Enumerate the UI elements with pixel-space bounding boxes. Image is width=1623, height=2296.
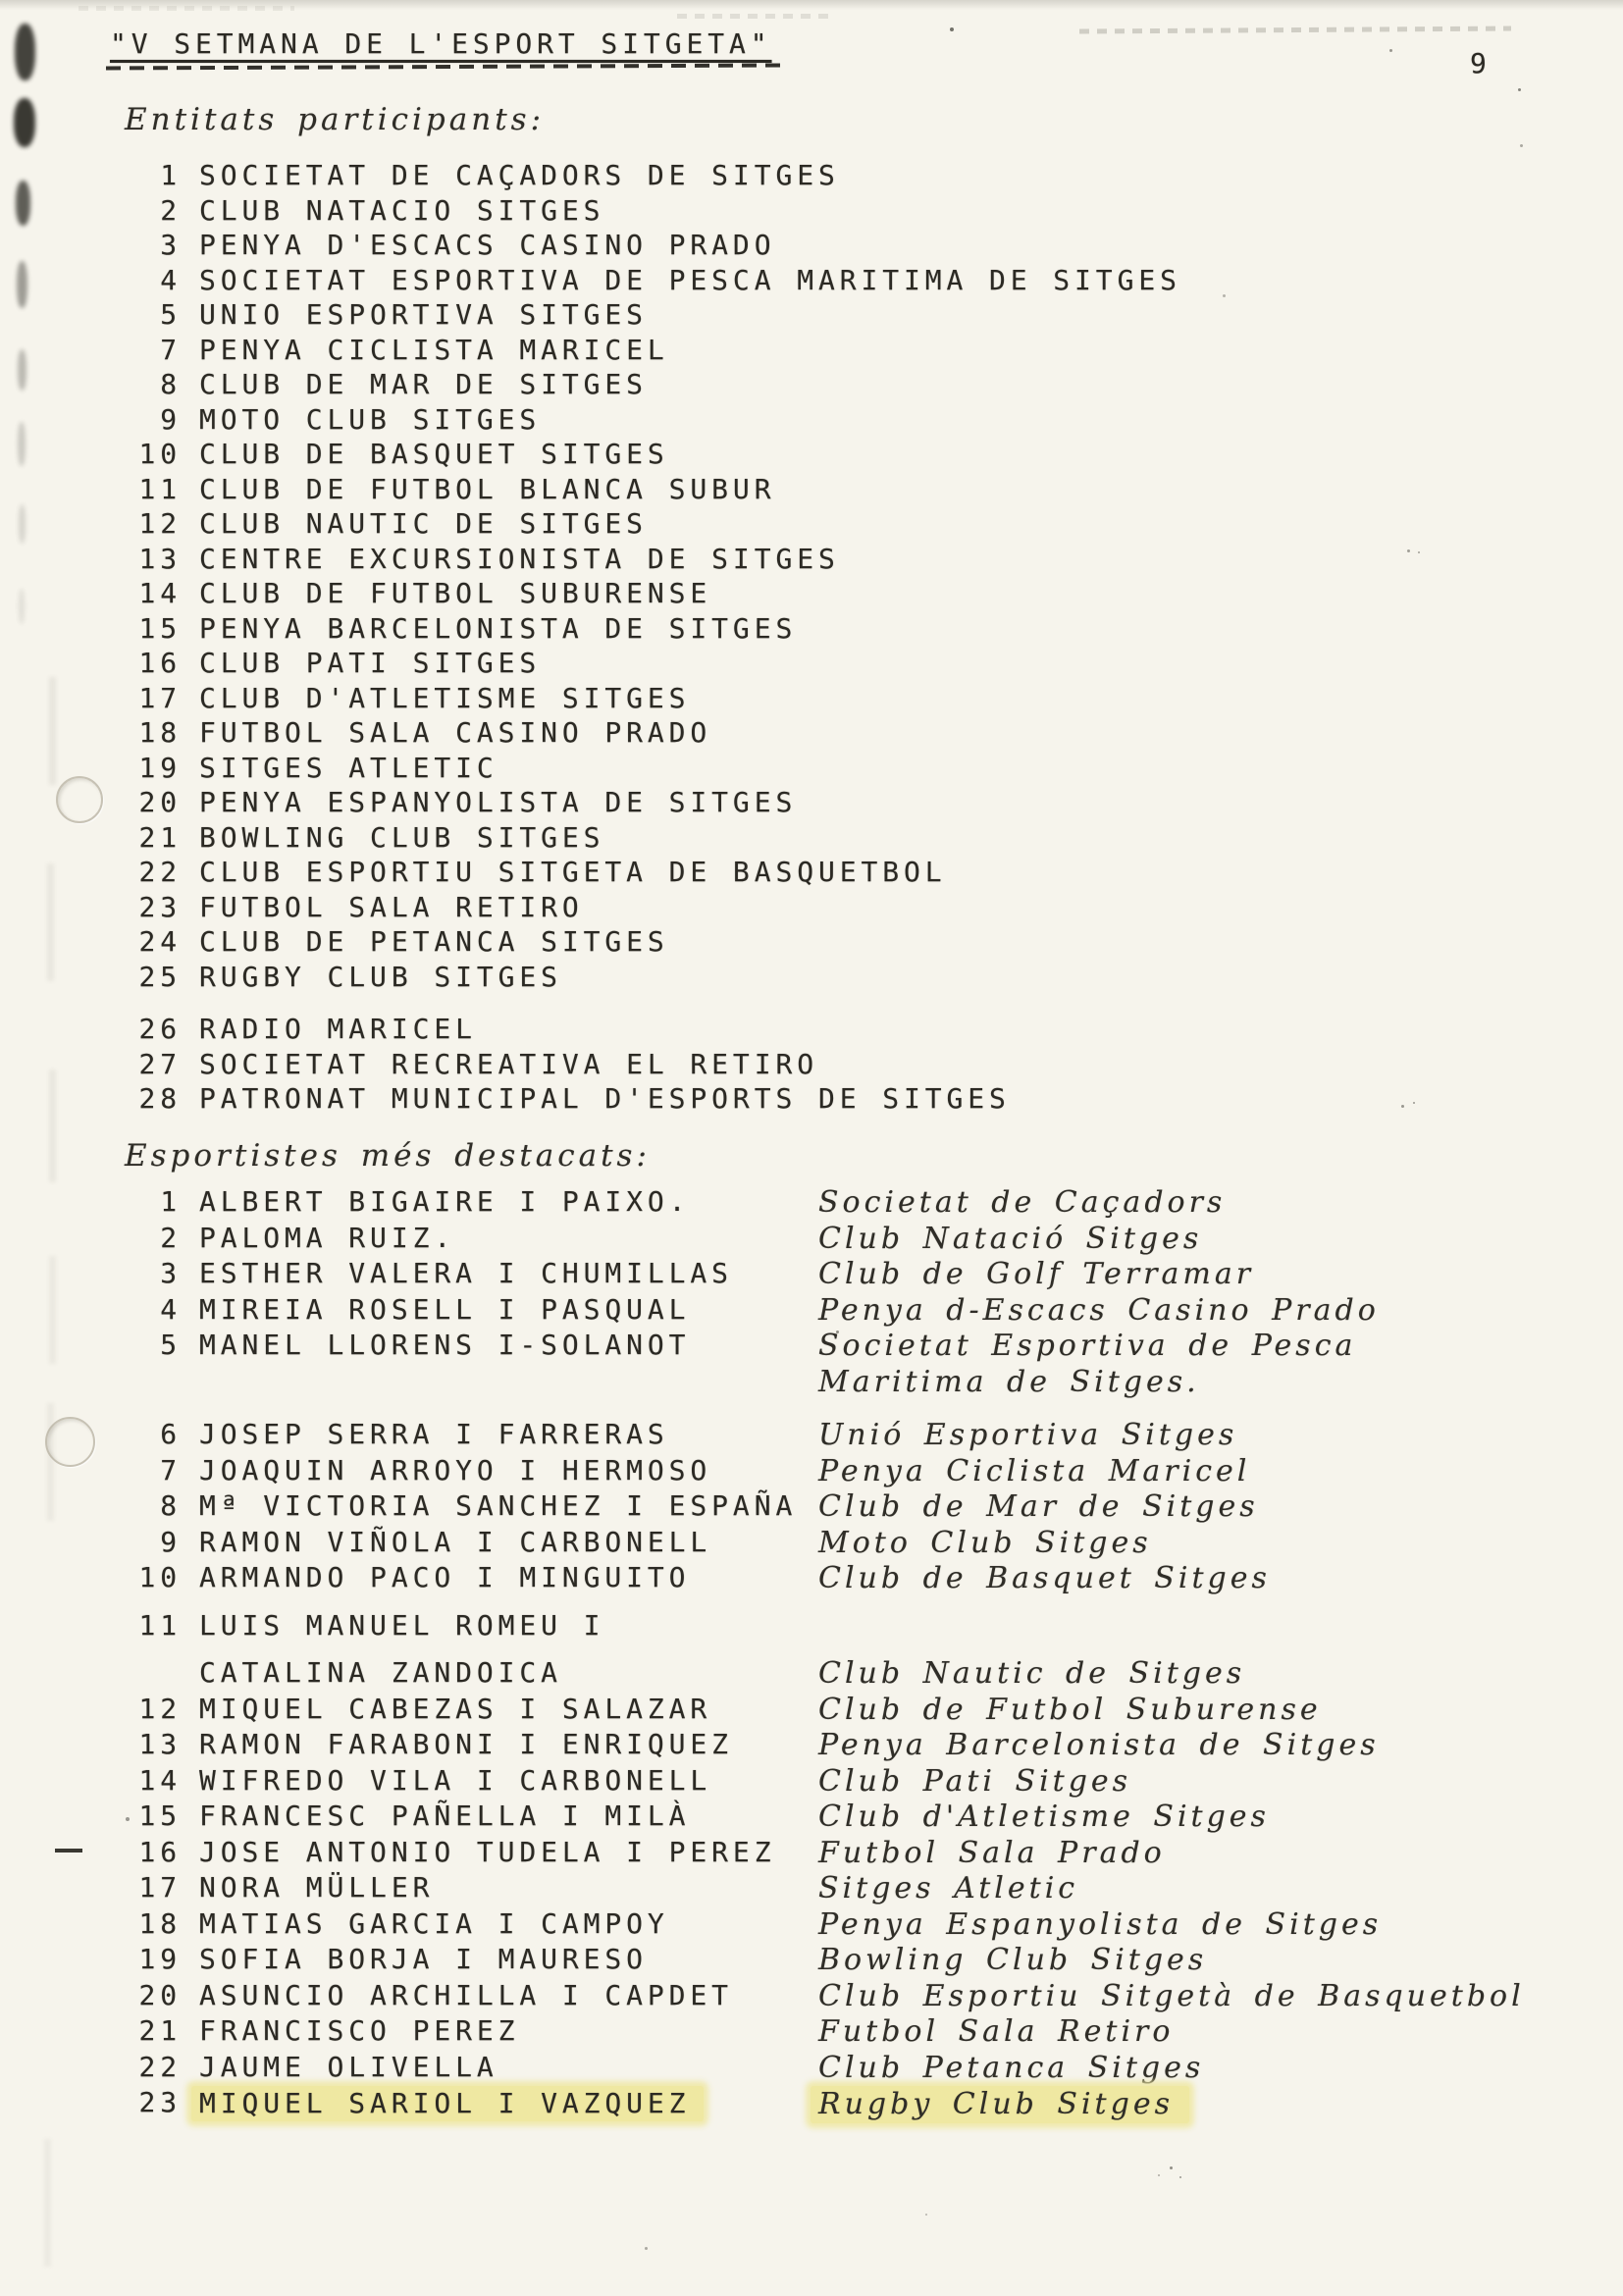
- entity-name: CLUB ESPORTIU SITGETA DE BASQUETBOL: [199, 856, 947, 888]
- athlete-row: [0, 1907, 1623, 1944]
- athlete-number: 4: [160, 1292, 182, 1326]
- item-number: 11: [138, 472, 182, 505]
- athlete-row: [0, 1871, 1623, 1907]
- athlete-name-text: CATALINA ZANDOICA: [199, 1656, 562, 1689]
- athlete-row: [0, 1656, 1623, 1693]
- athlete-club: [818, 1871, 1078, 1905]
- athlete-name: [199, 2086, 818, 2121]
- item-number: 9: [160, 402, 182, 436]
- athlete-number: 9: [160, 1525, 182, 1558]
- athlete-club: [818, 1489, 1259, 1524]
- athlete-name: [199, 1836, 818, 1868]
- entity-list-item: [0, 682, 1623, 717]
- athlete-name-text: Mª VICTORIA SANCHEZ I ESPAÑA: [199, 1489, 798, 1522]
- entity-list-item: [0, 821, 1623, 857]
- entity-name: CLUB DE BASQUET SITGES: [199, 438, 669, 470]
- athlete-club: [818, 1693, 1322, 1727]
- item-number: 18: [138, 716, 182, 749]
- athlete-name-text: WIFREDO VILA I CARBONELL: [199, 1763, 712, 1797]
- entity-list-item: [0, 961, 1623, 996]
- athlete-row: [0, 1489, 1623, 1526]
- athlete-row: [0, 1418, 1623, 1454]
- athlete-name: [199, 1871, 818, 1904]
- scan-streak: [677, 14, 834, 19]
- athlete-name: [199, 1764, 818, 1797]
- athlete-row: [0, 1728, 1623, 1764]
- athlete-number: 1: [160, 1185, 182, 1218]
- entity-name: FUTBOL SALA CASINO PRADO: [199, 716, 712, 749]
- athlete-number: 7: [160, 1453, 182, 1487]
- athlete-row: [0, 1365, 1623, 1401]
- title-dashed-underline: [106, 63, 787, 70]
- entity-list-item: [0, 1048, 1623, 1083]
- entity-name: SOCIETAT ESPORTIVA DE PESCA MARITIMA DE SITGES: [199, 263, 1181, 296]
- item-number: 10: [138, 438, 182, 470]
- athlete-club: [818, 1561, 1271, 1595]
- entity-name: PENYA D'ESCACS CASINO PRADO: [199, 229, 776, 261]
- athlete-row: [0, 1454, 1623, 1490]
- document-title: "V SETMANA DE L'ESPORT SITGETA": [110, 27, 772, 60]
- entity-name: CLUB DE MAR DE SITGES: [199, 368, 648, 400]
- entity-list-item: [0, 577, 1623, 612]
- athlete-club-text: Penya Barcelonista de Sitges: [818, 1728, 1380, 1762]
- athlete-club: [818, 1329, 1356, 1363]
- athlete-club: [818, 1257, 1254, 1291]
- item-number: 25: [138, 960, 182, 993]
- item-number: 21: [138, 820, 182, 854]
- athlete-name: [199, 1979, 818, 2011]
- athlete-row: [0, 1185, 1623, 1222]
- athlete-name-text: RAMON VIÑOLA I CARBONELL: [199, 1525, 712, 1558]
- athlete-name: [199, 1728, 818, 1760]
- item-number: 22: [138, 856, 182, 888]
- athlete-name-text: LUIS MANUEL ROMEU I: [199, 1608, 605, 1642]
- entity-list-item: [0, 194, 1623, 230]
- athlete-club-text: Club Pati Sitges: [818, 1763, 1132, 1799]
- athlete-number: 17: [138, 1871, 182, 1904]
- entity-list-item: [0, 925, 1623, 961]
- ghost-mark: [44, 2139, 51, 2267]
- entity-name: RUGBY CLUB SITGES: [199, 960, 562, 993]
- athlete-row: [0, 1836, 1623, 1872]
- item-number: 7: [160, 333, 182, 366]
- athlete-number: 23: [138, 2086, 182, 2118]
- athlete-club: [818, 1185, 1226, 1220]
- athlete-name: [199, 1693, 818, 1725]
- athlete-club-text: Maritima de Sitges.: [818, 1364, 1200, 1399]
- item-number: 17: [138, 681, 182, 714]
- athlete-name-text: MIQUEL CABEZAS I SALAZAR: [199, 1692, 712, 1725]
- section-heading-esportistes: Esportistes més destacats:: [125, 1138, 651, 1174]
- entity-name: PENYA CICLISTA MARICEL: [199, 333, 669, 366]
- entity-list-item: [0, 716, 1623, 752]
- athlete-club: [818, 1764, 1131, 1799]
- athlete-club: [818, 1907, 1382, 1942]
- athlete-name-text: ESTHER VALERA I CHUMILLAS: [199, 1257, 733, 1289]
- athlete-number: 5: [160, 1329, 182, 1361]
- athlete-number: 14: [138, 1763, 182, 1797]
- binding-smudge: [14, 98, 35, 147]
- athlete-number: 21: [138, 2014, 182, 2047]
- athlete-club-text: Futbol Sala Prado: [818, 1835, 1166, 1870]
- entity-list-item: [0, 856, 1623, 891]
- scan-dot: [950, 27, 954, 31]
- athlete-row: [0, 1943, 1623, 1979]
- section-heading-entitats: Entitats participants:: [125, 102, 546, 137]
- athlete-name-text: FRANCESC PAÑELLA I MILÀ: [199, 1800, 691, 1832]
- athlete-name: [199, 1329, 818, 1361]
- athlete-name: [199, 1293, 818, 1326]
- item-number: 23: [138, 890, 182, 923]
- entity-list-item: [0, 298, 1623, 334]
- item-number: 24: [138, 925, 182, 958]
- entity-list-item: [0, 786, 1623, 821]
- item-number: 16: [138, 647, 182, 679]
- athlete-club-text: Club d'Atletisme Sitges: [818, 1800, 1270, 1834]
- item-number: 8: [160, 368, 182, 400]
- athlete-name: [199, 1418, 818, 1450]
- entity-list-item: [0, 612, 1623, 648]
- athlete-row: [0, 2086, 1623, 2122]
- athlete-club: [818, 1293, 1380, 1328]
- athlete-number: 13: [138, 1728, 182, 1760]
- entity-list-item: [0, 647, 1623, 682]
- athlete-name: [199, 1257, 818, 1289]
- item-number: 20: [138, 786, 182, 818]
- item-number: 26: [138, 1013, 182, 1045]
- entity-list-item: [0, 264, 1623, 299]
- athlete-club-text: Club Nautic de Sitges: [818, 1656, 1246, 1691]
- athlete-name-text: PALOMA RUIZ.: [199, 1221, 456, 1254]
- entity-name: CLUB DE FUTBOL BLANCA SUBUR: [199, 472, 776, 505]
- entity-name: PENYA ESPANYOLISTA DE SITGES: [199, 786, 798, 818]
- athlete-name-text: ALBERT BIGAIRE I PAIXO.: [199, 1185, 691, 1218]
- entity-list-item: [0, 543, 1623, 578]
- athlete-number: 8: [160, 1489, 182, 1522]
- item-number: 27: [138, 1047, 182, 1080]
- athlete-name-text: ASUNCIO ARCHILLA I CAPDET: [199, 1978, 733, 2011]
- athlete-club-text: Club de Mar de Sitges: [818, 1489, 1259, 1524]
- athlete-name: [199, 1609, 818, 1642]
- athlete-club-text: Societat Esportiva de Pesca: [818, 1329, 1357, 1363]
- athlete-name-text: MATIAS GARCIA I CAMPOY: [199, 1906, 669, 1940]
- item-number: 3: [160, 229, 182, 261]
- athlete-club: [818, 1656, 1245, 1691]
- item-number: 2: [160, 193, 182, 227]
- athlete-row: [0, 2014, 1623, 2051]
- athlete-club-text: Sitges Atletic: [818, 1871, 1079, 1905]
- athlete-club: [818, 1365, 1200, 1399]
- entity-list-item: [0, 507, 1623, 543]
- athlete-club: [818, 2014, 1174, 2049]
- athlete-name: [199, 2014, 818, 2047]
- entity-name: CLUB DE PETANCA SITGES: [199, 925, 669, 958]
- athlete-club-text: Club Petanca Sitges: [818, 2050, 1205, 2085]
- esportistes-list: [0, 1185, 1623, 2122]
- athlete-number: 18: [138, 1906, 182, 1940]
- entity-name: MOTO CLUB SITGES: [199, 402, 542, 436]
- athlete-row: [0, 1609, 1623, 1645]
- athlete-club-text: Club Natació Sitges: [818, 1221, 1203, 1256]
- athlete-name-text: JOAQUIN ARROYO I HERMOSO: [199, 1453, 712, 1487]
- athlete-club-text: Futbol Sala Retiro: [818, 2014, 1175, 2049]
- athlete-club-text: Societat de Caçadors: [818, 1185, 1227, 1220]
- athlete-club: [818, 1526, 1152, 1560]
- scan-dot: [1518, 88, 1521, 91]
- athlete-club: [818, 2051, 1204, 2085]
- athlete-row: [0, 1561, 1623, 1597]
- entitats-list: [0, 159, 1623, 1118]
- athlete-row: [0, 1329, 1623, 1365]
- entity-list-item: [0, 891, 1623, 926]
- athlete-row: [0, 1222, 1623, 1258]
- entity-name: CLUB PATI SITGES: [199, 647, 542, 679]
- item-number: 15: [138, 611, 182, 645]
- athlete-number: 16: [138, 1835, 182, 1868]
- athlete-club-text: Club Esportiu Sitgetà de Basquetbol: [818, 1978, 1525, 2013]
- scan-dot: [645, 2247, 648, 2250]
- margin-dash-mark: [55, 1849, 82, 1852]
- scan-dot: [925, 2214, 927, 2216]
- athlete-name-text: MIQUEL SARIOL I VAZQUEZ: [191, 2086, 704, 2121]
- athlete-name: [199, 1561, 818, 1593]
- entity-list-item: [0, 368, 1623, 403]
- entity-list-item: [0, 752, 1623, 787]
- entity-list-item: [0, 473, 1623, 508]
- entity-name: PATRONAT MUNICIPAL D'ESPORTS DE SITGES: [199, 1082, 1011, 1115]
- item-number: 13: [138, 542, 182, 575]
- athlete-club-text: Bowling Club Sitges: [818, 1943, 1208, 1977]
- entity-name: RADIO MARICEL: [199, 1013, 477, 1045]
- entity-name: CLUB NATACIO SITGES: [199, 193, 605, 227]
- athlete-name: [199, 1185, 818, 1218]
- item-number: 12: [138, 507, 182, 540]
- athlete-club-text: Unió Esportiva Sitges: [818, 1418, 1238, 1452]
- athlete-name: [199, 1365, 818, 1397]
- athlete-name: [199, 1656, 818, 1689]
- item-number: 19: [138, 751, 182, 784]
- entity-name: SITGES ATLETIC: [199, 751, 498, 784]
- athlete-name-text: MIREIA ROSELL I PASQUAL: [199, 1292, 691, 1326]
- scan-dot: [1158, 2174, 1160, 2176]
- item-number: 5: [160, 298, 182, 331]
- athlete-number: 20: [138, 1978, 182, 2011]
- athlete-name-text: MANEL LLORENS I-SOLANOT: [199, 1329, 691, 1361]
- athlete-club-text: Penya Espanyolista de Sitges: [818, 1906, 1383, 1942]
- athlete-club-text: Rugby Club Sitges: [811, 2086, 1189, 2123]
- athlete-row: [0, 1979, 1623, 2015]
- athlete-name: [199, 1907, 818, 1940]
- athlete-number: 15: [138, 1800, 182, 1832]
- entity-name: CLUB NAUTIC DE SITGES: [199, 507, 648, 540]
- item-number: 28: [138, 1082, 182, 1115]
- scan-dot: [1170, 2166, 1173, 2169]
- athlete-row: [0, 1293, 1623, 1330]
- athlete-club: [818, 1800, 1270, 1834]
- athlete-name-text: ARMANDO PACO I MINGUITO: [199, 1561, 691, 1593]
- athlete-name-text: JOSEP SERRA I FARRERAS: [199, 1418, 669, 1450]
- athlete-row: [0, 1693, 1623, 1729]
- entity-name: SOCIETAT DE CAÇADORS DE SITGES: [199, 159, 840, 191]
- athlete-number: 10: [138, 1561, 182, 1593]
- athlete-row: [0, 1526, 1623, 1562]
- athlete-name-text: SOFIA BORJA I MAURESO: [199, 1943, 648, 1975]
- athlete-club-text: Club de Basquet Sitges: [818, 1561, 1271, 1595]
- athlete-row: [0, 1800, 1623, 1836]
- athlete-name-text: JOSE ANTONIO TUDELA I PEREZ: [199, 1835, 776, 1868]
- athlete-name-text: NORA MÜLLER: [199, 1871, 435, 1904]
- athlete-number: 2: [160, 1221, 182, 1254]
- entity-name: UNIO ESPORTIVA SITGES: [199, 298, 648, 331]
- binding-smudge: [15, 24, 35, 80]
- athlete-club-text: Moto Club Sitges: [818, 1525, 1152, 1560]
- scan-dot: [1389, 49, 1392, 52]
- entity-name: CLUB D'ATLETISME SITGES: [199, 681, 691, 714]
- athlete-row: [0, 2051, 1623, 2087]
- athlete-row: [0, 1257, 1623, 1293]
- athlete-club: [818, 1222, 1202, 1256]
- athlete-name: [199, 2051, 818, 2083]
- entity-name: CLUB DE FUTBOL SUBURENSE: [199, 577, 712, 609]
- athlete-club: [818, 1943, 1207, 1977]
- athlete-club: [818, 1836, 1166, 1870]
- athlete-number: 11: [138, 1608, 182, 1642]
- entity-list-item: [0, 403, 1623, 439]
- athlete-number: 6: [160, 1418, 182, 1450]
- athlete-name-text: JAUME OLIVELLA: [199, 2050, 498, 2083]
- athlete-number: 12: [138, 1692, 182, 1725]
- entity-list-item: [0, 1082, 1623, 1118]
- scan-dot: [1520, 144, 1523, 147]
- athlete-name-text: FRANCISCO PEREZ: [199, 2014, 520, 2047]
- scan-streak: [79, 6, 294, 11]
- page-number: 9: [1470, 47, 1492, 79]
- item-number: 1: [160, 159, 182, 191]
- entity-name: BOWLING CLUB SITGES: [199, 820, 605, 854]
- entity-name: PENYA BARCELONISTA DE SITGES: [199, 611, 798, 645]
- athlete-name: [199, 1222, 818, 1254]
- athlete-number: 19: [138, 1943, 182, 1975]
- scan-dot: [1179, 2176, 1181, 2178]
- entity-name: CENTRE EXCURSIONISTA DE SITGES: [199, 542, 840, 575]
- entity-name: SOCIETAT RECREATIVA EL RETIRO: [199, 1047, 818, 1080]
- athlete-club: [818, 2086, 1189, 2123]
- athlete-name-text: RAMON FARABONI I ENRIQUEZ: [199, 1728, 733, 1760]
- athlete-club-text: Club de Golf Terramar: [818, 1257, 1255, 1291]
- entity-list-item: [0, 438, 1623, 473]
- item-number: 14: [138, 577, 182, 609]
- athlete-club-text: Penya Ciclista Maricel: [818, 1453, 1251, 1488]
- athlete-club: [818, 1979, 1525, 2013]
- entity-list-item: [0, 1013, 1623, 1048]
- entity-list-item: [0, 334, 1623, 369]
- athlete-club-text: Penya d-Escacs Casino Prado: [818, 1292, 1380, 1328]
- entity-list-item: [0, 229, 1623, 264]
- athlete-number: 22: [138, 2050, 182, 2083]
- athlete-club: [818, 1454, 1250, 1488]
- athlete-name: [199, 1800, 818, 1832]
- item-number: 4: [160, 263, 182, 296]
- athlete-name: [199, 1526, 818, 1558]
- scan-streak: [1079, 26, 1511, 33]
- athlete-name: [199, 1489, 818, 1522]
- entity-name: FUTBOL SALA RETIRO: [199, 890, 584, 923]
- athlete-name: [199, 1943, 818, 1975]
- athlete-number: 3: [160, 1257, 182, 1289]
- athlete-row: [0, 1764, 1623, 1800]
- entity-list-item: [0, 159, 1623, 194]
- athlete-club: [818, 1418, 1237, 1452]
- athlete-name: [199, 1454, 818, 1487]
- athlete-club-text: Club de Futbol Suburense: [818, 1692, 1322, 1727]
- athlete-club: [818, 1728, 1380, 1762]
